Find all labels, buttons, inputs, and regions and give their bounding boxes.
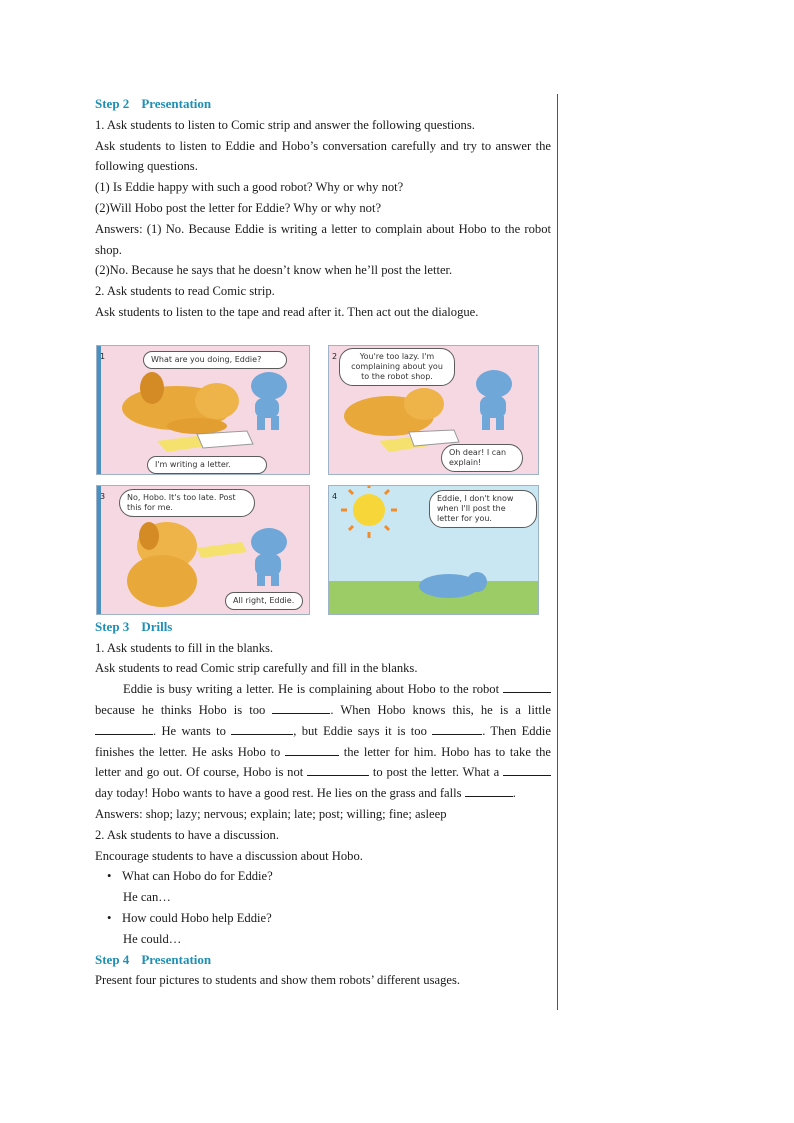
step2-answer2: (2)No. Because he says that he doesn’t know when he’ll post the letter. bbox=[95, 263, 453, 278]
comic-panel-1 bbox=[96, 345, 310, 475]
step2-title: Presentation bbox=[141, 96, 212, 111]
step2-answer1: Answers: (1) No. Because Eddie is writing a letter to complain about Hobo to the robot shop. bbox=[95, 221, 551, 257]
discussion-bullet-1 bbox=[95, 866, 551, 887]
panel3-bubble-top: No, Hobo. It's too late. Post this for me. bbox=[119, 489, 255, 517]
panel1-bubble-top: What are you doing, Eddie? bbox=[143, 351, 287, 369]
blank-8 bbox=[503, 763, 551, 776]
comic-panel-2 bbox=[328, 345, 539, 475]
panel3-bubble-bottom: All right, Eddie. bbox=[225, 592, 303, 610]
step2-label: Step 2 bbox=[95, 96, 130, 111]
blank-9 bbox=[465, 784, 513, 797]
passage-part: because he thinks Hobo is too bbox=[95, 702, 266, 717]
step2-line2: Ask students to listen to Eddie and Hobo’s conversation carefully and try to answer the following questions. bbox=[95, 138, 551, 174]
passage-part: Eddie is busy writing a letter. He is complaining about Hobo to the robot bbox=[123, 682, 500, 697]
bullet-icon: • bbox=[107, 869, 112, 884]
panel1-bubble-bottom: I'm writing a letter. bbox=[147, 456, 267, 474]
panel4-number: 4 bbox=[332, 491, 338, 501]
blank-4 bbox=[231, 722, 293, 735]
step3-title: Drills bbox=[141, 618, 173, 634]
blank-6 bbox=[285, 743, 339, 756]
passage-part: . When Hobo knows this, he is a little bbox=[330, 702, 552, 717]
discussion-bullet-2-answer: He could… bbox=[123, 931, 182, 946]
step4-label: Step 4 bbox=[95, 951, 130, 967]
step2-line4: Ask students to listen to the tape and read after it. Then act out the dialogue. bbox=[95, 304, 479, 319]
step4-heading bbox=[95, 950, 551, 971]
panel3-number: 3 bbox=[100, 491, 106, 501]
panel1-number: 1 bbox=[100, 351, 106, 361]
step2-question2: (2)Will Hobo post the letter for Eddie? Why or why not? bbox=[95, 200, 382, 215]
panel2-number: 2 bbox=[332, 351, 338, 361]
right-margin-line bbox=[557, 94, 558, 1010]
step2-heading bbox=[95, 94, 551, 115]
panel2-bubble-bottom: Oh dear! I can explain! bbox=[441, 444, 523, 472]
blank-7 bbox=[307, 763, 369, 776]
comic-strip bbox=[96, 345, 539, 615]
passage-part: day today! Hobo wants to have a good rest. He lies on the grass and falls bbox=[95, 786, 462, 801]
step3-answers: Answers: shop; lazy; nervous; explain; late; post; willing; fine; asleep bbox=[95, 806, 447, 821]
step4-title: Presentation bbox=[141, 951, 212, 967]
step2-question1: (1) Is Eddie happy with such a good robot? Why or why not? bbox=[95, 180, 404, 195]
step2-line1: 1. Ask students to listen to Comic strip and answer the following questions. bbox=[95, 117, 475, 132]
passage-part: , but Eddie says it is too bbox=[293, 723, 427, 738]
blank-2 bbox=[272, 701, 330, 714]
step3-passage bbox=[95, 679, 551, 804]
step4-line1: Present four pictures to students and show them robots’ different usages. bbox=[95, 973, 461, 988]
discussion-bullet-2 bbox=[95, 908, 551, 929]
step3-line4: Encourage students to have a discussion about Hobo. bbox=[95, 848, 363, 863]
passage-part: . Then Eddie finishes the letter. He asks Hobo to bbox=[95, 723, 551, 759]
discussion-bullet-1-answer: He can… bbox=[123, 890, 171, 905]
passage-part: . He wants to bbox=[153, 723, 226, 738]
passage-part: . bbox=[512, 786, 516, 801]
lesson-content bbox=[95, 94, 551, 991]
blank-1 bbox=[503, 680, 551, 693]
bullet-icon: • bbox=[107, 910, 112, 925]
step3-line1: 1. Ask students to fill in the blanks. bbox=[95, 640, 274, 655]
step3-heading bbox=[95, 617, 551, 638]
step3-line2: Ask students to read Comic strip carefully and fill in the blanks. bbox=[95, 661, 418, 676]
comic-panel-3 bbox=[96, 485, 310, 615]
blank-3 bbox=[95, 722, 153, 735]
panel4-bubble-top: Eddie, I don't know when I'll post the letter for you. bbox=[429, 490, 537, 528]
panel2-bubble-top: You're too lazy. I'm complaining about you to the robot shop. bbox=[339, 348, 455, 386]
step3-label: Step 3 bbox=[95, 618, 130, 634]
passage-part: the letter for him. Hobo has to take the letter and go out. Of course, Hobo is not bbox=[95, 744, 552, 780]
bullet-text: How could Hobo help Eddie? bbox=[122, 910, 272, 925]
step3-line3: 2. Ask students to have a discussion. bbox=[95, 827, 279, 842]
passage-part: to post the letter. What a bbox=[372, 765, 500, 780]
step2-line3: 2. Ask students to read Comic strip. bbox=[95, 284, 275, 299]
comic-panel-4 bbox=[328, 485, 539, 615]
blank-5 bbox=[432, 722, 482, 735]
bullet-text: What can Hobo do for Eddie? bbox=[122, 869, 273, 884]
